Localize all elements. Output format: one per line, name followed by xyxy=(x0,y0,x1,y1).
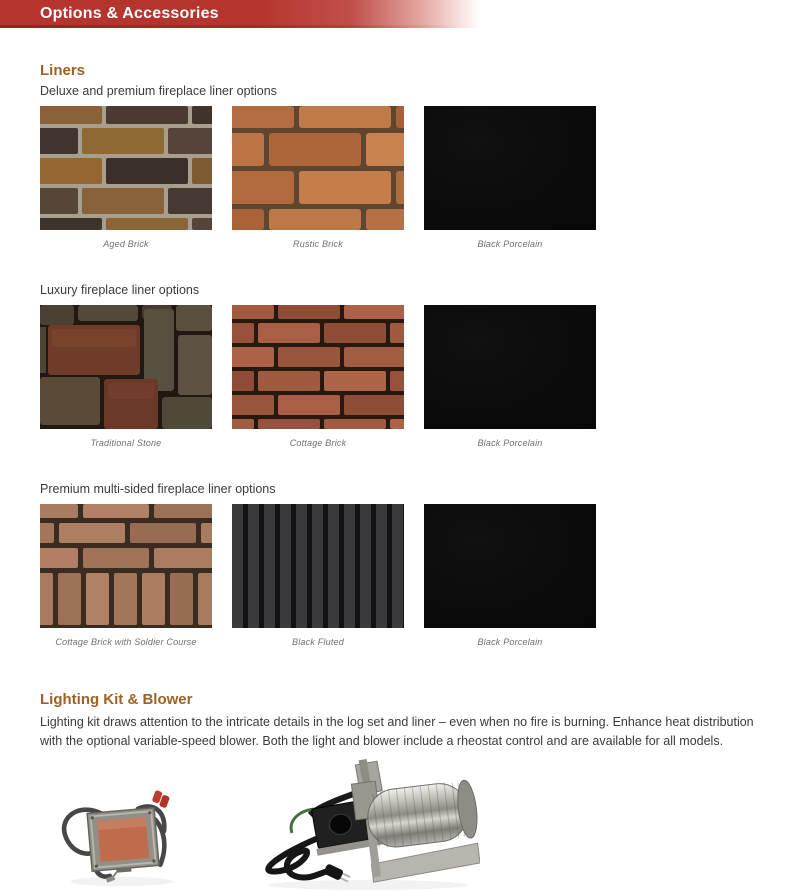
liner-swatch-black-porcelain xyxy=(424,305,596,448)
swatch-caption: Traditional Stone xyxy=(90,438,162,448)
page-content xyxy=(0,62,800,891)
liner-swatch-traditional-stone xyxy=(40,305,212,448)
cottage-brick-soldier-course-image xyxy=(40,504,212,628)
liner-swatch-rustic-brick xyxy=(232,106,404,249)
liner-swatch-cottage-brick xyxy=(232,305,404,448)
blower-unit xyxy=(351,769,480,883)
aged-brick-image xyxy=(40,106,212,230)
section-banner xyxy=(0,0,800,28)
swatch-caption: Black Porcelain xyxy=(477,438,543,448)
page-title: Options & Accessories xyxy=(40,5,219,22)
liner-swatch-aged-brick xyxy=(40,106,212,249)
liner-swatch-black-porcelain xyxy=(424,106,596,249)
lighting-heading: Lighting Kit & Blower xyxy=(40,691,193,708)
swatch-caption: Black Porcelain xyxy=(477,637,543,647)
swatch-caption: Black Fluted xyxy=(292,637,344,647)
liner-group-deluxe-premium xyxy=(40,84,762,249)
black-porcelain-image xyxy=(424,504,596,628)
swatch-caption: Black Porcelain xyxy=(477,239,543,249)
group-label: Premium multi-sided fireplace liner options xyxy=(40,482,276,496)
swatch-caption: Aged Brick xyxy=(103,239,149,249)
traditional-stone-image xyxy=(40,305,212,429)
swatch-caption: Rustic Brick xyxy=(293,239,343,249)
lighting-kit-blower-section xyxy=(40,691,762,891)
group-label: Deluxe and premium fireplace liner options xyxy=(40,84,277,98)
liner-figure-row xyxy=(40,106,762,249)
lighting-paragraph: Lighting kit draws attention to the intricate details in the log set and liner – even when no fire is burning. Enhance heat distribution with the optional variable-speed blower. Both the light and blower include a rheostat control and are available for all models. xyxy=(40,715,754,748)
cottage-brick-image xyxy=(232,305,404,429)
liner-figure-row xyxy=(40,504,762,647)
liner-group-premium-multi-sided xyxy=(40,482,762,647)
lighting-photo-row xyxy=(40,759,762,891)
liner-group-luxury xyxy=(40,283,762,448)
rustic-brick-image xyxy=(232,106,404,230)
liners-heading: Liners xyxy=(40,62,86,79)
black-fluted-image xyxy=(232,504,404,628)
blower-photo xyxy=(218,759,480,891)
swatch-caption: Cottage Brick xyxy=(289,438,347,448)
liner-swatch-cottage-brick-soldier-course xyxy=(40,504,212,647)
liner-swatch-black-fluted xyxy=(232,504,404,647)
liner-figure-row xyxy=(40,305,762,448)
group-label: Luxury fireplace liner options xyxy=(40,283,200,297)
swatch-caption: Cottage Brick with Soldier Course xyxy=(55,637,197,647)
liner-swatch-black-porcelain xyxy=(424,504,596,647)
black-porcelain-image xyxy=(424,106,596,230)
lighting-kit-photo xyxy=(52,775,192,891)
black-porcelain-image xyxy=(424,305,596,429)
liners-section xyxy=(40,62,762,647)
